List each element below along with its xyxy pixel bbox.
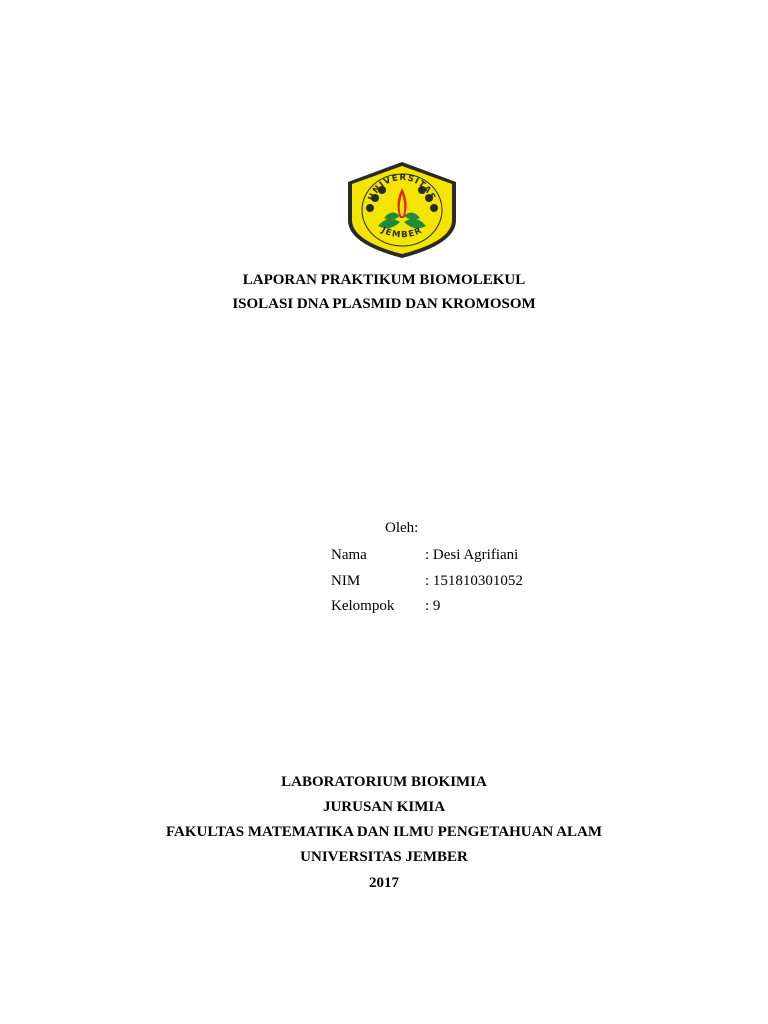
footer-year: 2017 [369, 875, 399, 891]
info-label: Nama [331, 547, 367, 563]
footer-department: JURUSAN KIMIA [322, 799, 446, 815]
footer-faculty: FAKULTAS MATEMATIKA DAN ILMU PENGETAHUAN ALAM [166, 824, 602, 840]
logo-text-top: UNIVERSITAS [366, 172, 438, 203]
info-row-kelompok [331, 598, 631, 618]
info-value: : 151810301052 [425, 573, 523, 589]
oleh-label: Oleh: [385, 520, 419, 536]
university-logo [344, 160, 460, 260]
info-label: NIM [331, 573, 361, 589]
info-value: : 9 [425, 598, 441, 614]
university-logo-emblem [344, 160, 460, 260]
info-row-nama [331, 547, 631, 567]
info-value: : Desi Agrifiani [425, 547, 519, 563]
author-info [0, 520, 768, 620]
info-row-nim [331, 573, 631, 593]
logo-text-bottom: JEMBER [379, 225, 425, 241]
info-label: Kelompok [331, 598, 395, 614]
title-line-1: LAPORAN PRAKTIKUM BIOMOLEKUL [242, 272, 526, 288]
footer-university: UNIVERSITAS JEMBER [300, 849, 468, 865]
footer-lab: LABORATORIUM BIOKIMIA [281, 774, 487, 790]
title-line-2: ISOLASI DNA PLASMID DAN KROMOSOM [232, 296, 536, 312]
